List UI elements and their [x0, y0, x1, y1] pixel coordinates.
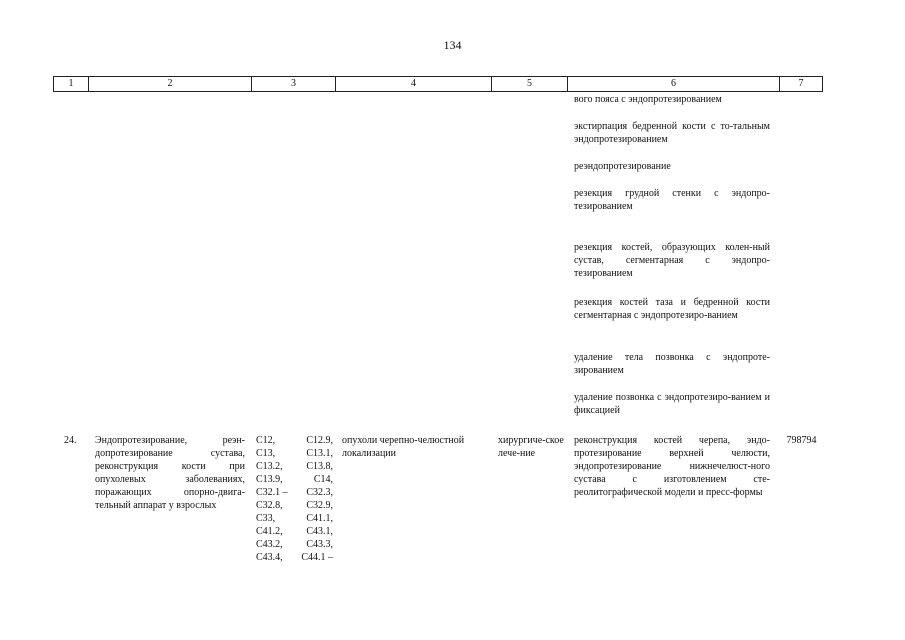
- code-row: [256, 512, 333, 525]
- code-row: [256, 525, 333, 538]
- code: C12.9,: [306, 435, 333, 446]
- code: C13.2,: [256, 461, 283, 472]
- code: C13.1,: [306, 448, 333, 459]
- header-col-4: 4: [335, 77, 491, 91]
- code-row: [256, 460, 333, 473]
- code-row: [256, 538, 333, 551]
- code-row: [256, 499, 333, 512]
- code: C44.1 –: [301, 552, 333, 563]
- code: C43.1,: [306, 526, 333, 537]
- code: C12,: [256, 435, 276, 446]
- code-row: [256, 434, 333, 447]
- code-row: [256, 486, 333, 499]
- method-line: резекция грудной стенки с эндопро-тезированием: [574, 188, 770, 212]
- method-line: удаление позвонка с эндопротезиро-ванием и фиксацией: [574, 392, 770, 416]
- code-row: [256, 473, 333, 486]
- header-col-6: 6: [567, 77, 779, 91]
- code-row: [256, 447, 333, 460]
- code: C43.3,: [306, 539, 333, 550]
- diagnosis-codes: [256, 434, 333, 564]
- method-line: реэндопротезирование: [574, 161, 671, 172]
- method-line: вого пояса с эндопротезированием: [574, 94, 722, 105]
- method-line: резекция костей, образующих колен-ный сустав, сегментарная с эндопро-тезированием: [574, 242, 770, 279]
- code: C43.2,: [256, 539, 283, 550]
- code: C32.1 –: [256, 487, 288, 498]
- code: C13.8,: [306, 461, 333, 472]
- code: C43.4,: [256, 552, 283, 563]
- header-col-2: 2: [88, 77, 251, 91]
- header-col-3: 3: [251, 77, 335, 91]
- diagnosis: опухоли черепно-челюстной локализации: [342, 435, 465, 459]
- cost: 798794: [786, 435, 817, 446]
- header-col-7: 7: [779, 77, 823, 91]
- header-col-1: 1: [53, 77, 88, 91]
- method-line: удаление тела позвонка с эндопроте-зированием: [574, 352, 770, 376]
- method: реконструкция костей черепа, эндо-протезирование верхней челюсти, эндопротезирование нижнечелюст-ного сустава с изготовлением сте-реолитографической модели и пресс-формы: [574, 435, 770, 498]
- code: C41.1,: [306, 513, 333, 524]
- code: C13,: [256, 448, 276, 459]
- row-name: Эндопротезирование, реэн-допротезирование сустава, реконструкция кости при опухолевых заболеваниях, поражающих опорно-двига-тельный аппарат у взрослых: [95, 435, 245, 511]
- code: C32.3,: [306, 487, 333, 498]
- code: C14,: [313, 474, 333, 485]
- page-number: 134: [443, 38, 462, 52]
- code: C33,: [256, 513, 276, 524]
- row-number: 24.: [64, 435, 77, 446]
- method-line: экстирпация бедренной кости с то-тальным эндопротезированием: [574, 121, 770, 145]
- method-line: резекция костей таза и бедренной кости сегментарная с эндопротезиро-ванием: [574, 297, 770, 321]
- code-row: [256, 551, 333, 564]
- code: C13.9,: [256, 474, 283, 485]
- treatment-type: хирургиче-ское лече-ние: [498, 435, 564, 459]
- code: C32.8,: [256, 500, 283, 511]
- code: C32.9,: [306, 500, 333, 511]
- code: C41.2,: [256, 526, 283, 537]
- header-col-5: 5: [491, 77, 567, 91]
- table-header-row: [53, 76, 823, 92]
